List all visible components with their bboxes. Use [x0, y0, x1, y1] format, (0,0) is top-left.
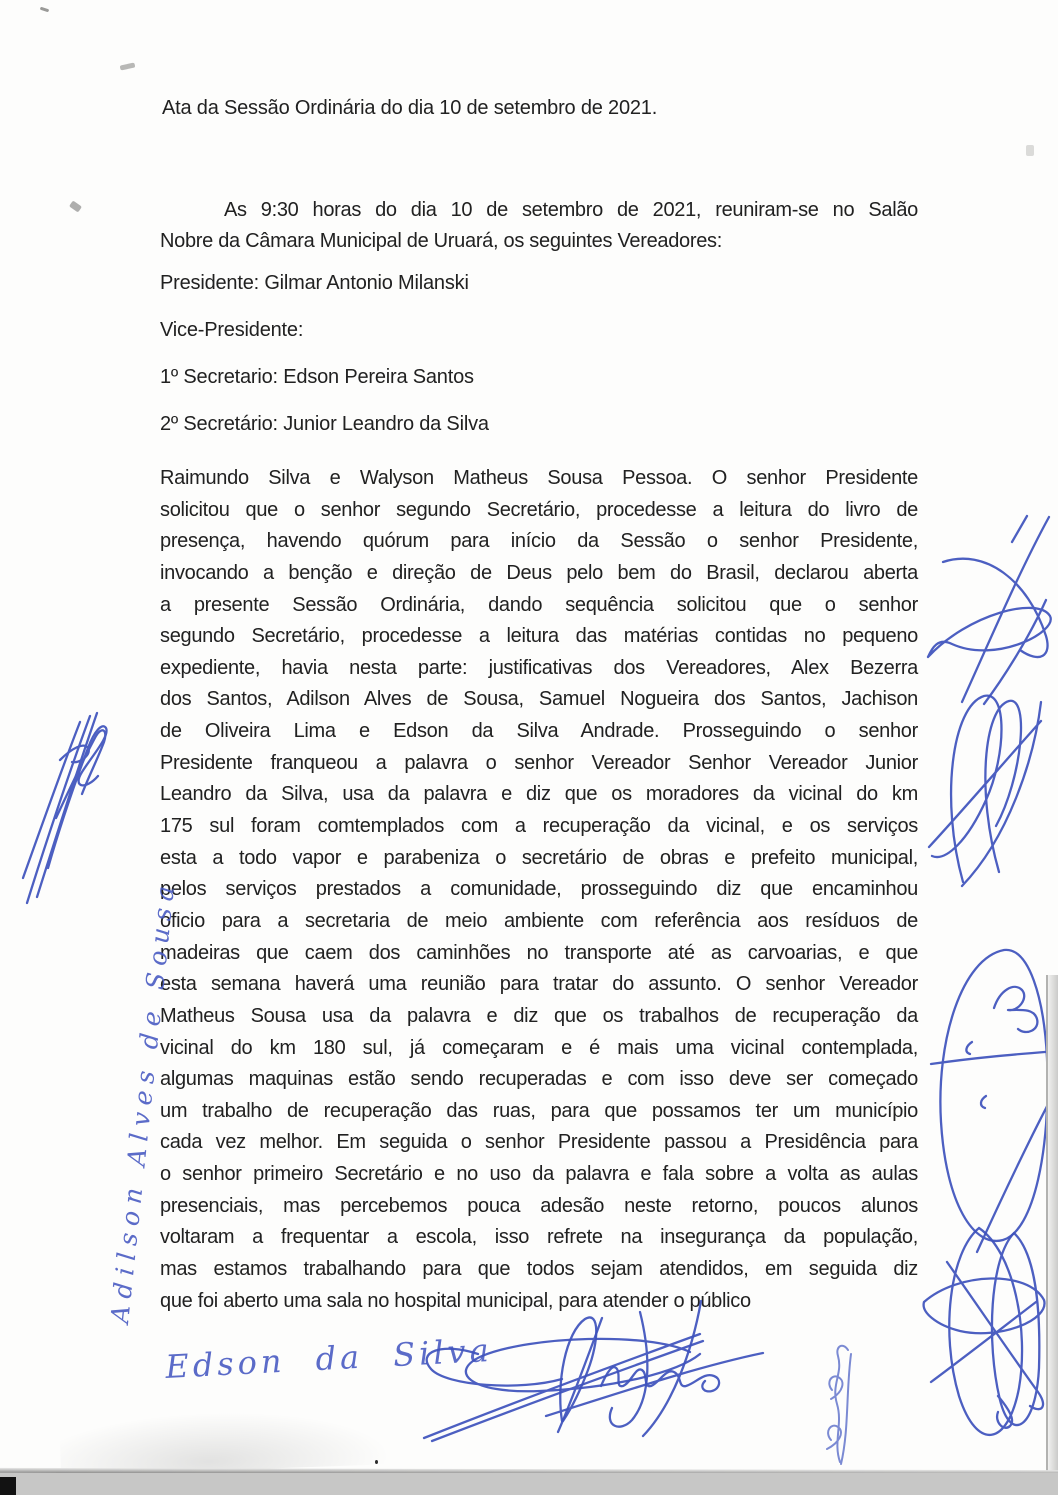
- body-line: a presente Sessão Ordinária, dando sequência solicitou que o senhor: [160, 593, 918, 616]
- signature-scrawl-bottom-2: [546, 1301, 763, 1436]
- signature-scrawl-right-4: [924, 1228, 1045, 1435]
- body-line: solicitou que o senhor segundo Secretário, procedesse a leitura do livro de: [160, 498, 918, 521]
- signature-scrawl-right-2: [929, 696, 1041, 886]
- body-line: voltaram a frequentar a escola, isso refrete na insegurança da população,: [160, 1226, 918, 1249]
- body-line: que foi aberto uma sala no hospital municipal, para atender o público: [160, 1289, 751, 1312]
- body-line: 175 sul foram comtemplados com a recuperação da vicinal, e os serviços: [160, 815, 918, 838]
- signature-scrawl-left-margin: [23, 713, 107, 903]
- body-line: segundo Secretário, procedesse a leitura das matérias contidas no pequeno: [160, 625, 918, 648]
- signature-scrawl-bottom-flourish: [424, 1312, 703, 1441]
- signature-name-edson-da-silva: Edson da Silva: [164, 1330, 494, 1386]
- body-line: oficio para a secretaria de meio ambiente com referência aos resíduos de: [160, 909, 918, 932]
- officials-list: [160, 270, 918, 458]
- body-line: o senhor primeiro Secretário e no uso da palavra e fala sobre a volta as aulas: [160, 1163, 918, 1186]
- body-line: expediente, havia nesta parte: justificativas dos Vereadores, Alex Bezerra: [160, 656, 918, 679]
- body-line: dos Santos, Adilson Alves de Sousa, Samuel Nogueira dos Santos, Jachison: [160, 688, 918, 711]
- scan-speck: [1026, 145, 1034, 156]
- signature-name-adilson-alves: Adilson Alves de Sousa: [105, 877, 181, 1325]
- body-line: invocando a benção e direção de Deus pelo bem do Brasil, declarou aberta: [160, 561, 918, 584]
- page-fold-shadow: [59, 1406, 391, 1475]
- body-line: algumas maquinas estão sendo recuperadas e com isso deve ser começado: [160, 1068, 918, 1091]
- body-line: presenciais, mas percebemos pouca adesão neste retorno, poucos alunos: [160, 1194, 918, 1217]
- intro-line: As 9:30 horas do dia 10 de setembro de 2021, reuniram-se no Salão: [224, 199, 918, 221]
- body-line: Matheus Sousa usa da palavra e diz que os trabalhos de recuperação da: [160, 1004, 918, 1027]
- body-line: pelos serviços prestados a comunidade, prosseguindo diz que encaminhou: [160, 878, 918, 901]
- scan-speck: [69, 200, 82, 212]
- body-line: esta semana haverá uma reunião para tratar do assunto. O senhor Vereador: [160, 973, 918, 996]
- body-line: um trabalho de recuperação das ruas, para que possamos ter um município: [160, 1099, 918, 1122]
- scan-corner-artifact: [0, 1477, 16, 1495]
- scanner-background: [0, 1473, 1058, 1495]
- intro-line: Nobre da Câmara Municipal de Uruará, os seguintes Vereadores:: [160, 230, 723, 252]
- ink-dot-artifact: [375, 1460, 378, 1464]
- body-line: Leandro da Silva, usa da palavra e diz que os moradores da vicinal do km: [160, 783, 918, 806]
- body-line: mas estamos trabalhando para que todos sejam atendidos, em seguida diz: [160, 1258, 918, 1281]
- scan-speck: [120, 62, 136, 70]
- body-line: presença, havendo quórum para início da Sessão o senhor Presidente,: [160, 530, 918, 553]
- official-president: Presidente: Gilmar Antonio Milanski: [160, 272, 469, 294]
- body-line: vicinal do km 180 sul, já começaram e é mais uma vicinal contemplada,: [160, 1036, 918, 1059]
- signature-scrawl-right-3: [931, 950, 1058, 1252]
- signature-scrawl-right-1: [928, 516, 1051, 704]
- intro-paragraph: [160, 195, 918, 257]
- body-line: cada vez melhor. Em seguida o senhor Presidente passou a Presidência para: [160, 1131, 918, 1154]
- body-line: Raimundo Silva e Walyson Matheus Sousa Pessoa. O senhor Presidente: [160, 467, 918, 489]
- body-line: esta a todo vapor e parabeniza o secretário de obras e prefeito municipal,: [160, 846, 918, 869]
- scan-speck: [40, 7, 49, 13]
- page-right-edge: [1046, 975, 1058, 1475]
- body-line: Presidente franqueou a palavra o senhor Vereador Senhor Vereador Junior: [160, 751, 918, 774]
- page-title: Ata da Sessão Ordinária do dia 10 de setembro de 2021.: [162, 97, 658, 119]
- body-line: madeiras que caem dos caminhões no transporte até as carvoarias, e que: [160, 941, 918, 964]
- body-line: de Oliveira Lima e Edson da Silva Andrade. Prosseguindo o senhor: [160, 720, 918, 743]
- minutes-body-paragraph: [160, 463, 918, 1317]
- official-vice-president: Vice-Presidente:: [160, 319, 304, 341]
- official-first-secretary: 1º Secretario: Edson Pereira Santos: [160, 366, 474, 388]
- official-second-secretary: 2º Secretário: Junior Leandro da Silva: [160, 413, 489, 435]
- signature-scrawl-bottom-vertical: [827, 1346, 851, 1464]
